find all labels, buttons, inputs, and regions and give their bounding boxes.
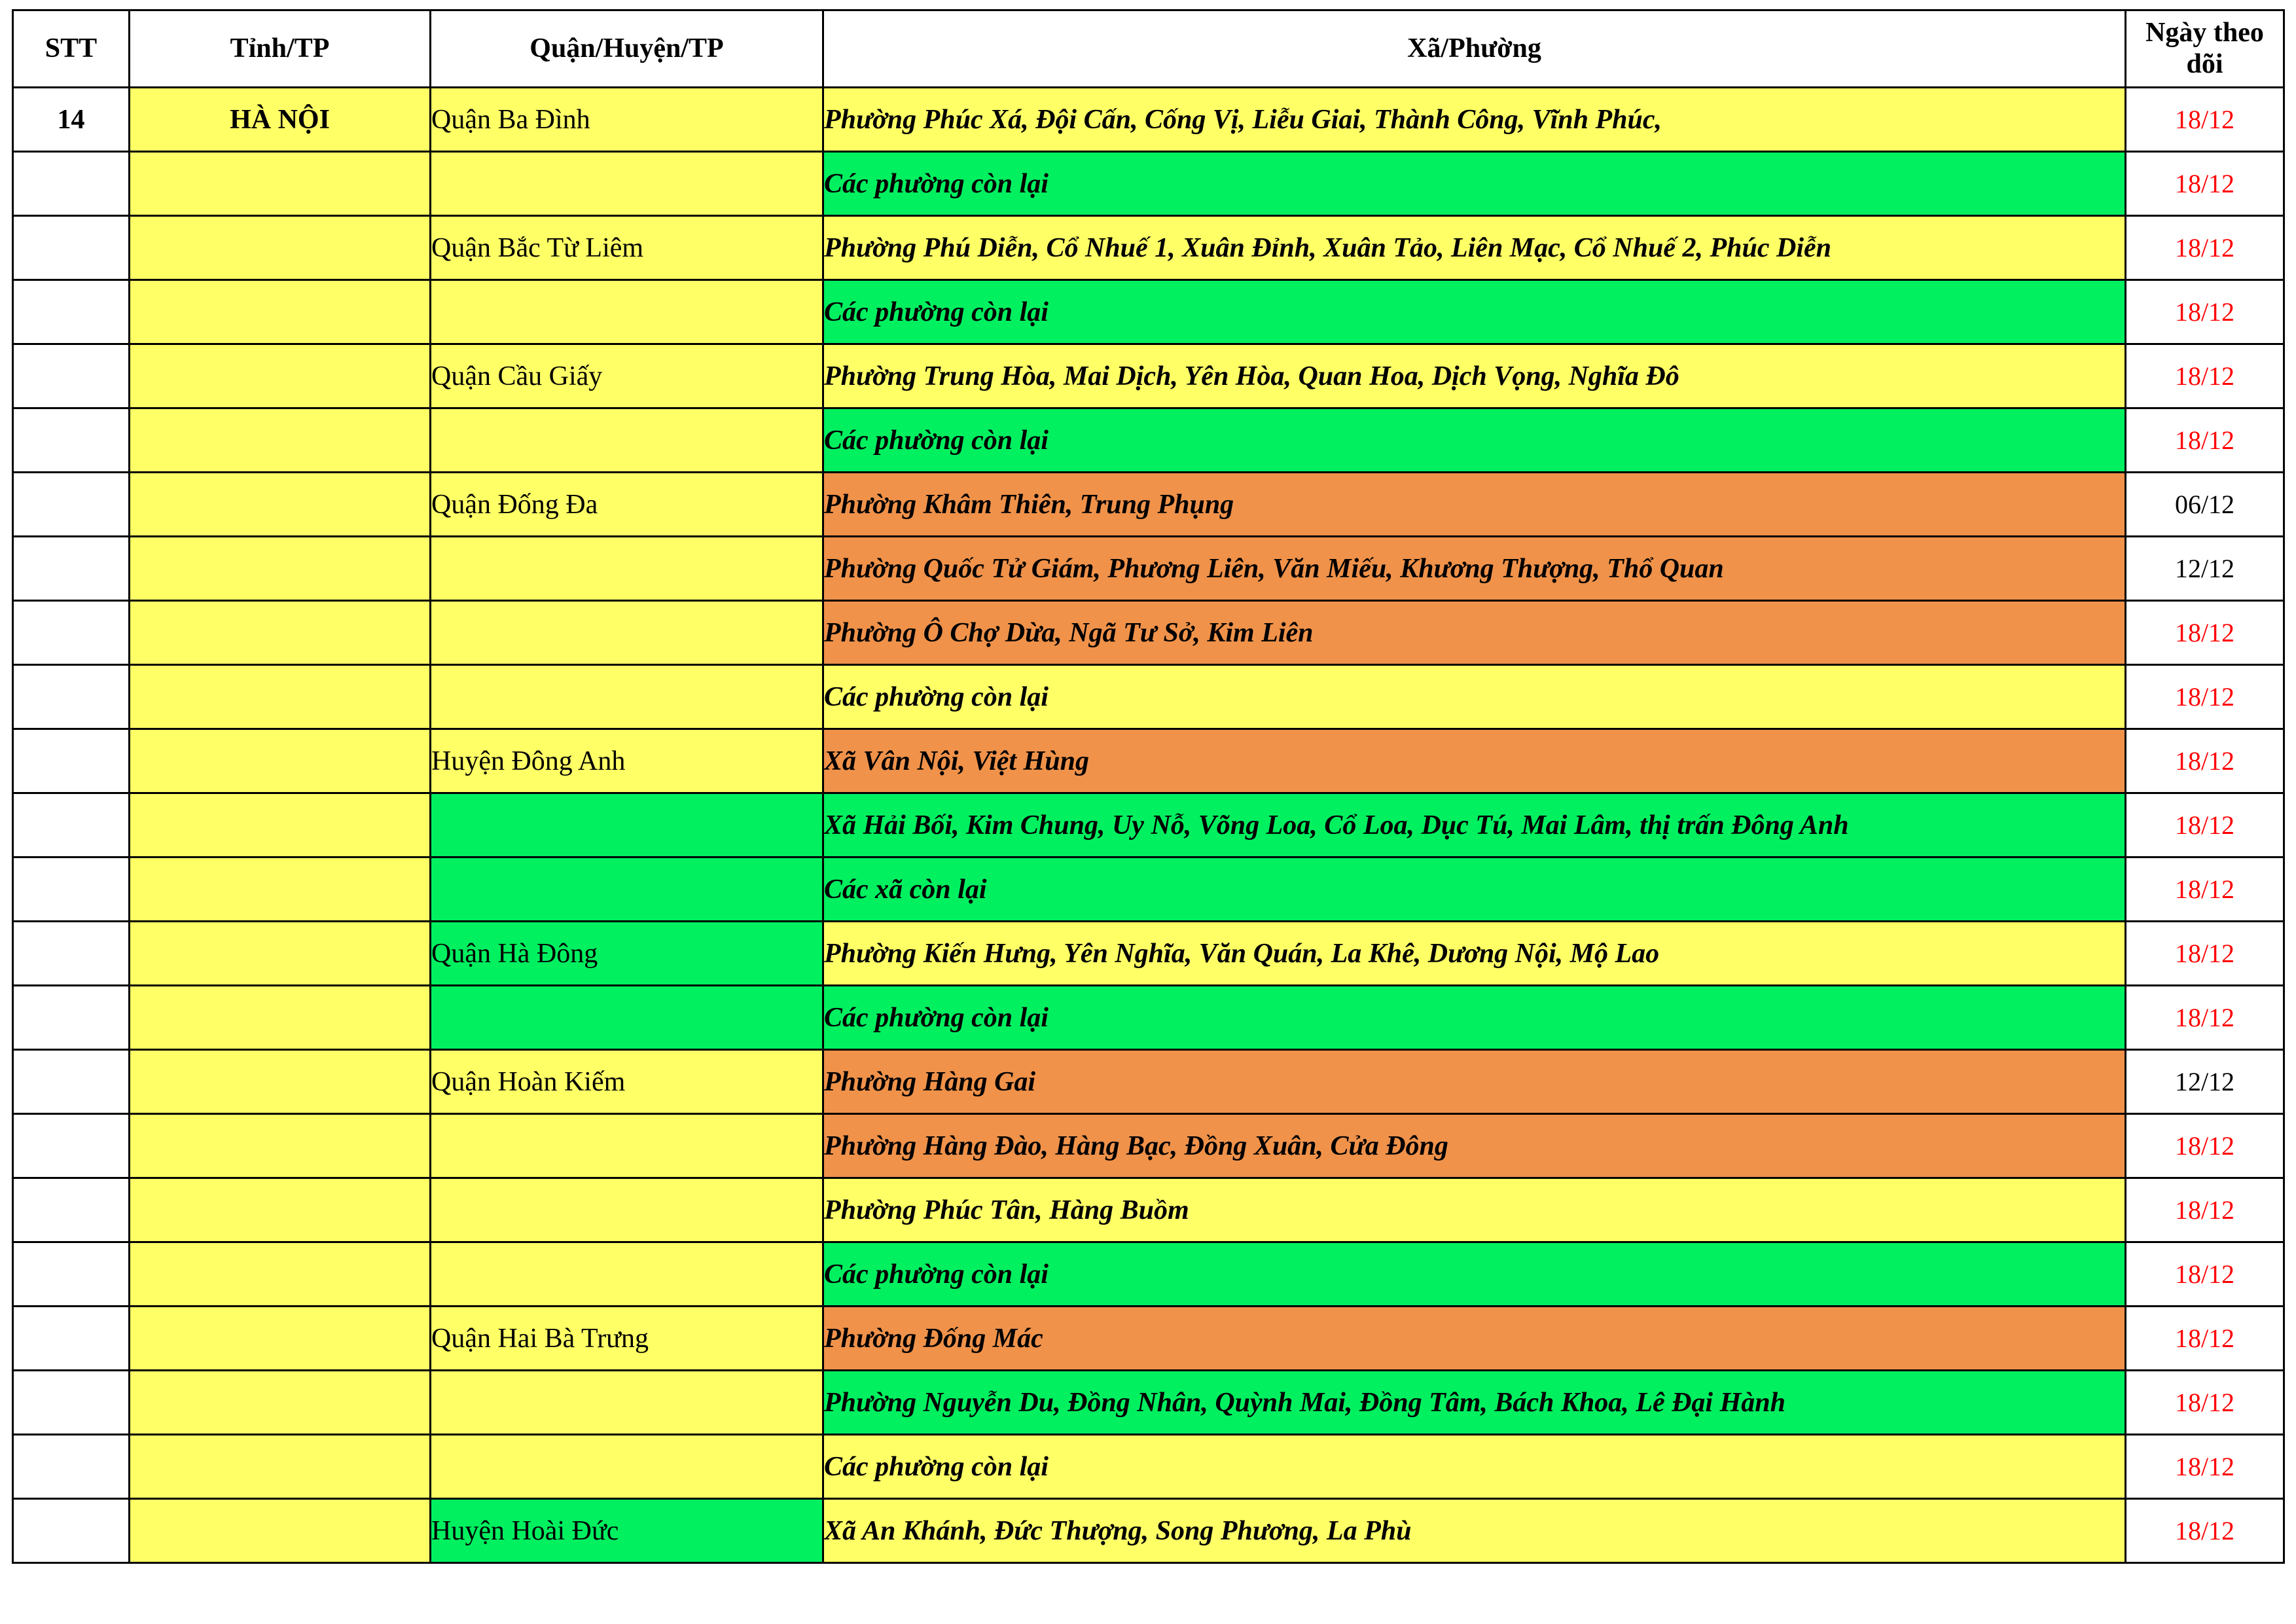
- column-header-district: Quận/Huyện/TP: [431, 10, 823, 88]
- cell-stt: [13, 344, 130, 408]
- cell-province: HÀ NỘI: [130, 88, 431, 152]
- cell-ward: Phường Phúc Tân, Hàng Buồm: [823, 1178, 2126, 1242]
- header-row: [13, 10, 2284, 88]
- table-row: [13, 1371, 2284, 1435]
- cell-stt: [13, 280, 130, 344]
- cell-stt: 14: [13, 88, 130, 152]
- cell-stt: [13, 152, 130, 216]
- cell-stt: [13, 601, 130, 665]
- cell-district: Quận Ba Đình: [431, 88, 823, 152]
- cell-province: [130, 986, 431, 1050]
- cell-date: 18/12: [2126, 922, 2284, 986]
- table-row: [13, 88, 2284, 152]
- table-row: [13, 280, 2284, 344]
- cell-ward: Các phường còn lại: [823, 408, 2126, 473]
- cell-district: [431, 986, 823, 1050]
- cell-ward: Các phường còn lại: [823, 280, 2126, 344]
- cell-province: [130, 922, 431, 986]
- column-header-province: Tỉnh/TP: [130, 10, 431, 88]
- cell-date: 18/12: [2126, 216, 2284, 280]
- cell-province: [130, 729, 431, 793]
- cell-stt: [13, 986, 130, 1050]
- cell-district: Quận Bắc Từ Liêm: [431, 216, 823, 280]
- cell-ward: Xã An Khánh, Đức Thượng, Song Phương, La Phù: [823, 1499, 2126, 1563]
- table-row: [13, 216, 2284, 280]
- cell-stt: [13, 473, 130, 537]
- cell-district: Quận Hà Đông: [431, 922, 823, 986]
- cell-stt: [13, 408, 130, 473]
- cell-province: [130, 280, 431, 344]
- cell-province: [130, 793, 431, 857]
- cell-district: [431, 1435, 823, 1499]
- cell-stt: [13, 1050, 130, 1114]
- cell-date: 18/12: [2126, 1242, 2284, 1307]
- cell-date: 18/12: [2126, 408, 2284, 473]
- cell-province: [130, 857, 431, 922]
- cell-stt: [13, 1242, 130, 1307]
- cell-ward: Các phường còn lại: [823, 152, 2126, 216]
- cell-date: 18/12: [2126, 1307, 2284, 1371]
- cell-province: [130, 216, 431, 280]
- cell-date: 12/12: [2126, 537, 2284, 601]
- cell-ward: Phường Nguyễn Du, Đồng Nhân, Quỳnh Mai, Đồng Tâm, Bách Khoa, Lê Đại Hành: [823, 1371, 2126, 1435]
- table-header: [13, 10, 2284, 88]
- cell-stt: [13, 793, 130, 857]
- table-row: [13, 344, 2284, 408]
- cell-district: Quận Đống Đa: [431, 473, 823, 537]
- cell-ward: Các phường còn lại: [823, 665, 2126, 729]
- cell-district: [431, 601, 823, 665]
- cell-district: Quận Cầu Giấy: [431, 344, 823, 408]
- table-row: [13, 665, 2284, 729]
- cell-ward: Các phường còn lại: [823, 986, 2126, 1050]
- cell-date: 18/12: [2126, 1114, 2284, 1178]
- cell-province: [130, 1242, 431, 1307]
- cell-province: [130, 1435, 431, 1499]
- cell-date: 18/12: [2126, 1435, 2284, 1499]
- cell-province: [130, 537, 431, 601]
- cell-stt: [13, 729, 130, 793]
- cell-stt: [13, 537, 130, 601]
- cell-district: [431, 1114, 823, 1178]
- cell-province: [130, 1307, 431, 1371]
- cell-stt: [13, 1435, 130, 1499]
- column-header-ward: Xã/Phường: [823, 10, 2126, 88]
- cell-district: Quận Hai Bà Trưng: [431, 1307, 823, 1371]
- cell-ward: Xã Hải Bối, Kim Chung, Uy Nỗ, Võng Loa, Cổ Loa, Dục Tú, Mai Lâm, thị trấn Đông Anh: [823, 793, 2126, 857]
- cell-date: 18/12: [2126, 1499, 2284, 1563]
- cell-province: [130, 1499, 431, 1563]
- table-body: [13, 88, 2284, 1563]
- column-header-stt: STT: [13, 10, 130, 88]
- cell-district: [431, 280, 823, 344]
- cell-province: [130, 473, 431, 537]
- cell-date: 18/12: [2126, 152, 2284, 216]
- table-row: [13, 1499, 2284, 1563]
- table-row: [13, 857, 2284, 922]
- cell-district: [431, 152, 823, 216]
- cell-stt: [13, 922, 130, 986]
- table-row: [13, 1307, 2284, 1371]
- table-row: [13, 408, 2284, 473]
- cell-stt: [13, 216, 130, 280]
- cell-province: [130, 1050, 431, 1114]
- table-row: [13, 986, 2284, 1050]
- table-row: [13, 601, 2284, 665]
- cell-date: 18/12: [2126, 729, 2284, 793]
- cell-district: [431, 537, 823, 601]
- cell-stt: [13, 1307, 130, 1371]
- cell-ward: Các phường còn lại: [823, 1435, 2126, 1499]
- cell-province: [130, 1114, 431, 1178]
- table-row: [13, 1050, 2284, 1114]
- cell-ward: Các xã còn lại: [823, 857, 2126, 922]
- cell-date: 18/12: [2126, 344, 2284, 408]
- cell-date: 18/12: [2126, 793, 2284, 857]
- cell-district: [431, 1242, 823, 1307]
- cell-province: [130, 1178, 431, 1242]
- cell-ward: Phường Hàng Gai: [823, 1050, 2126, 1114]
- cell-stt: [13, 1371, 130, 1435]
- table-row: [13, 1178, 2284, 1242]
- cell-date: 18/12: [2126, 601, 2284, 665]
- cell-date: 06/12: [2126, 473, 2284, 537]
- cell-date: 18/12: [2126, 857, 2284, 922]
- risk-level-table: [12, 9, 2285, 1564]
- table-row: [13, 922, 2284, 986]
- table-row: [13, 729, 2284, 793]
- cell-date: 18/12: [2126, 986, 2284, 1050]
- cell-province: [130, 408, 431, 473]
- cell-ward: Các phường còn lại: [823, 1242, 2126, 1307]
- cell-ward: Phường Phú Diễn, Cổ Nhuế 1, Xuân Đỉnh, Xuân Tảo, Liên Mạc, Cổ Nhuế 2, Phúc Diễn: [823, 216, 2126, 280]
- cell-district: [431, 408, 823, 473]
- table-row: [13, 537, 2284, 601]
- table-row: [13, 1435, 2284, 1499]
- cell-date: 18/12: [2126, 88, 2284, 152]
- table-row: [13, 473, 2284, 537]
- table-row: [13, 793, 2284, 857]
- cell-stt: [13, 857, 130, 922]
- column-header-date: Ngày theo dõi: [2126, 10, 2284, 88]
- cell-date: 12/12: [2126, 1050, 2284, 1114]
- cell-ward: Phường Phúc Xá, Đội Cấn, Cống Vị, Liễu Giai, Thành Công, Vĩnh Phúc,: [823, 88, 2126, 152]
- cell-province: [130, 152, 431, 216]
- cell-date: 18/12: [2126, 280, 2284, 344]
- cell-district: Huyện Hoài Đức: [431, 1499, 823, 1563]
- cell-ward: Phường Ô Chợ Dừa, Ngã Tư Sở, Kim Liên: [823, 601, 2126, 665]
- cell-province: [130, 1371, 431, 1435]
- cell-date: 18/12: [2126, 1371, 2284, 1435]
- cell-stt: [13, 1499, 130, 1563]
- cell-date: 18/12: [2126, 1178, 2284, 1242]
- cell-date: 18/12: [2126, 665, 2284, 729]
- table-row: [13, 152, 2284, 216]
- table-row: [13, 1242, 2284, 1307]
- cell-stt: [13, 1178, 130, 1242]
- cell-ward: Phường Quốc Tử Giám, Phương Liên, Văn Miếu, Khương Thượng, Thổ Quan: [823, 537, 2126, 601]
- cell-district: [431, 665, 823, 729]
- cell-district: Quận Hoàn Kiếm: [431, 1050, 823, 1114]
- cell-ward: Phường Trung Hòa, Mai Dịch, Yên Hòa, Quan Hoa, Dịch Vọng, Nghĩa Đô: [823, 344, 2126, 408]
- cell-stt: [13, 1114, 130, 1178]
- cell-province: [130, 344, 431, 408]
- cell-district: Huyện Đông Anh: [431, 729, 823, 793]
- cell-ward: Phường Hàng Đào, Hàng Bạc, Đồng Xuân, Cửa Đông: [823, 1114, 2126, 1178]
- cell-district: [431, 1178, 823, 1242]
- cell-district: [431, 1371, 823, 1435]
- cell-ward: Phường Kiến Hưng, Yên Nghĩa, Văn Quán, La Khê, Dương Nội, Mộ Lao: [823, 922, 2126, 986]
- cell-ward: Phường Khâm Thiên, Trung Phụng: [823, 473, 2126, 537]
- cell-ward: Phường Đống Mác: [823, 1307, 2126, 1371]
- table-row: [13, 1114, 2284, 1178]
- cell-province: [130, 601, 431, 665]
- cell-district: [431, 857, 823, 922]
- cell-district: [431, 793, 823, 857]
- cell-ward: Xã Vân Nội, Việt Hùng: [823, 729, 2126, 793]
- cell-province: [130, 665, 431, 729]
- cell-stt: [13, 665, 130, 729]
